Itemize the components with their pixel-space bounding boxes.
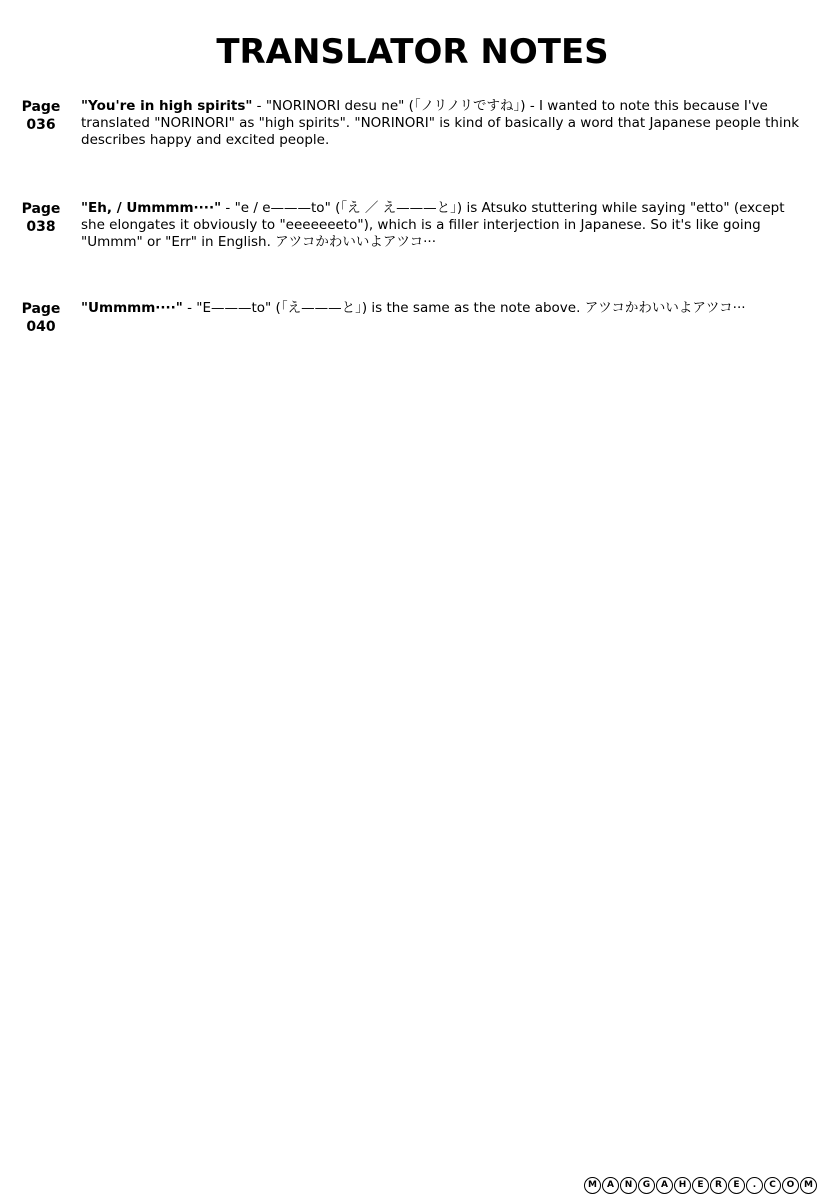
watermark-letter: . [746,1177,763,1194]
note-text: - "e / e———to" (「え ／ え———と」) is Atsuko stuttering while saying "etto" (except she elongates it obviously to "eeeeeeeto"), which is a filler interjection in Japanese. So it's like going "Ummm" or "Err" in English. アツコかわいいよアツコ··· [81,200,785,250]
watermark-letter: M [584,1177,601,1194]
watermark-letter: O [782,1177,799,1194]
note-body [81,98,811,149]
page-number: 040 [26,319,56,335]
note-text: - "NORINORI desu ne" (「ノリノリですね」) - I wanted to note this because I've translated "NORINORI" as "high spirits". "NORINORI" is kind of basically a word that Japanese people think describes happy and excited people. [81,98,800,148]
note-quote: "Ummmm····" [81,300,183,316]
watermark-letter: A [602,1177,619,1194]
note-body [81,300,811,317]
page-word: Page [21,201,61,217]
watermark-letter: G [638,1177,655,1194]
page-number: 038 [26,219,56,235]
watermark-letter: C [764,1177,781,1194]
page-word: Page [21,99,61,115]
note-text: - "E———to" (「え———と」) is the same as the note above. アツコかわいいよアツコ··· [182,300,746,316]
mangahere-watermark [584,1177,817,1194]
page-number: 036 [26,117,56,133]
page-label [18,300,64,336]
watermark-letter: E [728,1177,745,1194]
note-body [81,200,811,251]
watermark-letter: E [692,1177,709,1194]
watermark-letter: A [656,1177,673,1194]
page-label [18,200,64,236]
watermark-letter: M [800,1177,817,1194]
watermark-letter: N [620,1177,637,1194]
watermark-letter: H [674,1177,691,1194]
page-title: TRANSLATOR NOTES [216,32,609,72]
page-label [18,98,64,134]
note-quote: "You're in high spirits" [81,98,253,114]
page-word: Page [21,301,61,317]
watermark-letter: R [710,1177,727,1194]
note-quote: "Eh, / Ummmm····" [81,200,222,216]
